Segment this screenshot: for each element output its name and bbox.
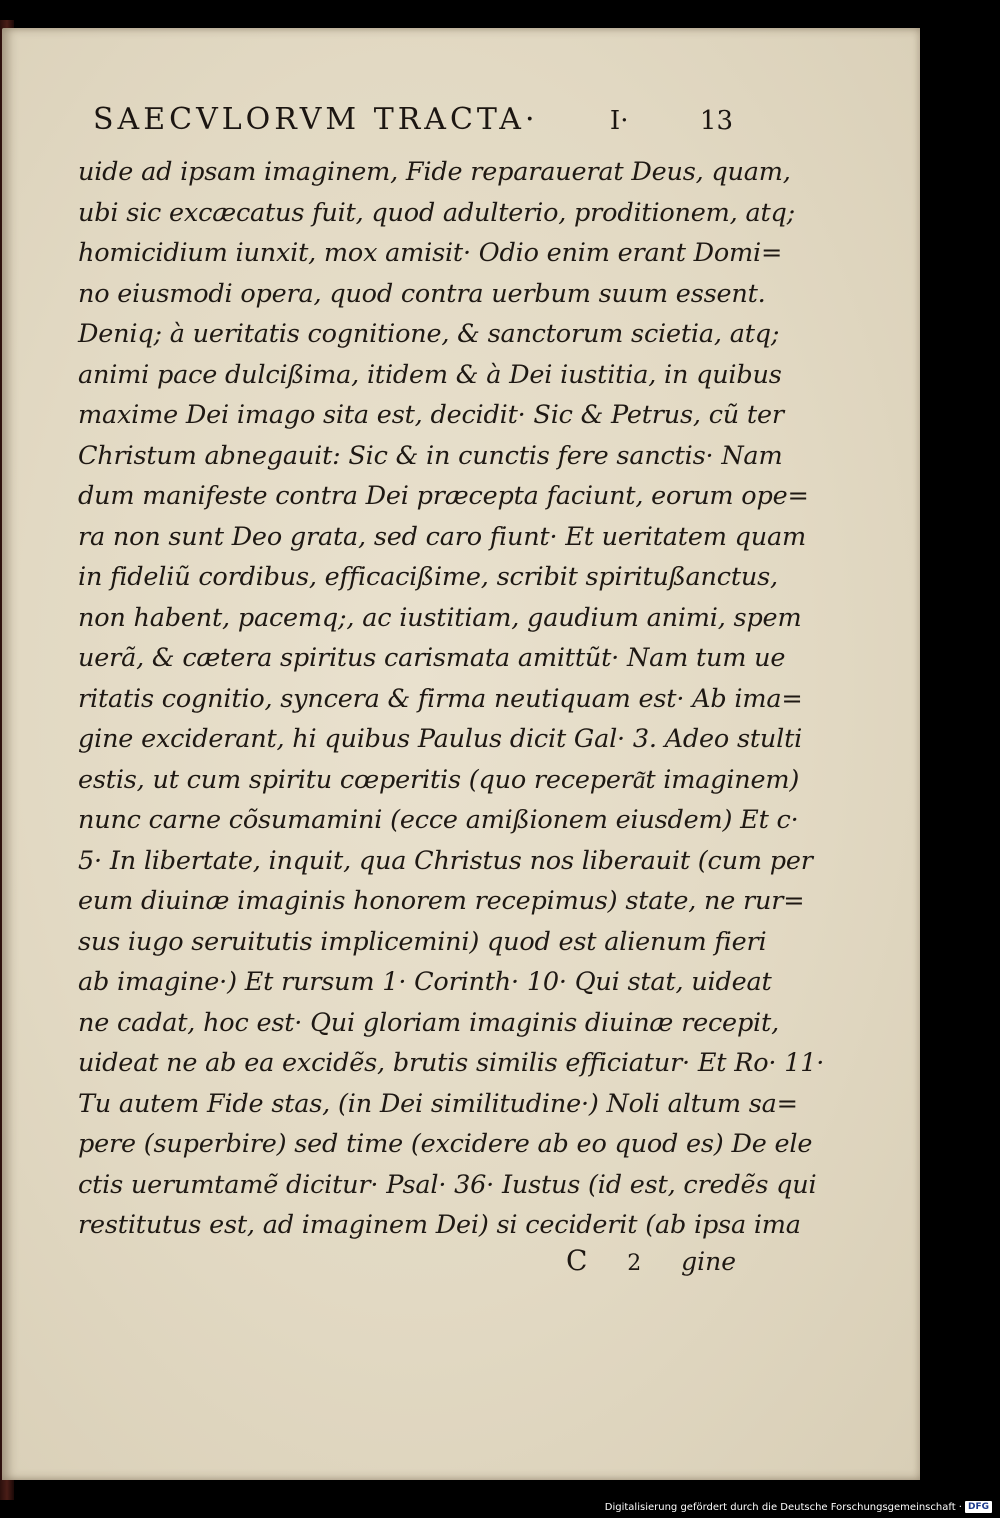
catchline: [566, 1244, 736, 1284]
digitization-credit: [605, 1500, 992, 1514]
body-text: [78, 152, 825, 1246]
text-line: sus iugo seruitutis implicemini) quod est alienum fieri: [78, 926, 767, 957]
text-line: ritatis cognitio, syncera & firma neutiquam est· Ab ima=: [78, 683, 803, 714]
text-line: eum diuinæ imaginis honorem recepimus) state, ne rur=: [78, 886, 805, 916]
text-line: ctis uerumtamẽ dicitur· Psal· 36· Iustus (id est, credẽs qui: [78, 1169, 817, 1200]
credit-text: Digitalisierung gefördert durch die Deutsche Forschungsgemeinschaft ·: [604, 1501, 962, 1513]
text-line: non habent, pacemq;, ac iustitiam, gaudium animi, spem: [78, 602, 802, 633]
text-line: restitutus est, ad imaginem Dei) si ceciderit (ab ipsa ima: [78, 1210, 801, 1240]
text-line: uideat ne ab ea excidẽs, brutis similis efficiatur· Et Ro· 11·: [78, 1048, 825, 1078]
text-line: ra non sunt Deo grata, sed caro fiunt· Et ueritatem quam: [78, 521, 806, 552]
text-line: animi pace dulcißima, itidem & à Dei iustitia, in quibus: [78, 359, 782, 390]
text-line: nunc carne cõsumamini (ecce amißionem eiusdem) Et c·: [78, 805, 799, 835]
signature-number: 2: [627, 1251, 642, 1276]
text-line: homicidium iunxit, mox amisit· Odio enim erant Domi=: [78, 238, 783, 268]
page-number: 13: [699, 106, 733, 136]
text-line: ab imagine·) Et rursum 1· Corinth· 10· Qui stat, uideat: [78, 967, 772, 997]
text-line: no eiusmodi opera, quod contra uerbum suum essent.: [78, 278, 766, 309]
text-line: maxime Dei imago sita est, decidit· Sic & Petrus, cũ ter: [78, 400, 784, 430]
text-line: uide ad ipsam imaginem, Fide reparauerat Deus, quam,: [78, 157, 791, 187]
text-line: estis, ut cum spiritu cœperitis (quo recepera͂t imaginem): [78, 764, 800, 795]
running-head: [93, 102, 733, 142]
text-line: gine exciderant, hi quibus Paulus dicit Gal· 3. Adeo stulti: [78, 724, 803, 754]
text-line: Christum abnegauit: Sic & in cunctis fere sanctis· Nam: [78, 440, 783, 471]
text-line: pere (superbire) sed time (excidere ab eo quod es) De ele: [78, 1129, 813, 1159]
text-line: 5· In libertate, inquit, qua Christus nos liberauit (cum per: [78, 845, 813, 876]
text-line: Tu autem Fide stas, (in Dei similitudine·) Noli altum sa=: [78, 1088, 798, 1119]
running-head-section: I·: [609, 106, 629, 136]
text-line: dum manifeste contra Dei præcepta faciunt, eorum ope=: [78, 481, 809, 511]
text-line: ubi sic excæcatus fuit, quod adulterio, proditionem, atq;: [78, 197, 796, 228]
catchword: gine: [681, 1247, 736, 1276]
text-line: in fideliũ cordibus, efficacißime, scribit spiritußanctus,: [78, 562, 778, 592]
dfg-logo: DFG: [965, 1501, 992, 1513]
running-head-title: SAECVLORVM TRACTA·: [93, 102, 539, 137]
text-line: Deniq; à ueritatis cognitione, & sanctorum scietia, atq;: [78, 319, 780, 349]
text-line: uerã, & cætera spiritus carismata amittũt· Nam tum ue: [78, 643, 786, 673]
text-line: ne cadat, hoc est· Qui gloriam imaginis diuinæ recepit,: [78, 1007, 779, 1038]
signature-letter: C: [566, 1244, 588, 1277]
